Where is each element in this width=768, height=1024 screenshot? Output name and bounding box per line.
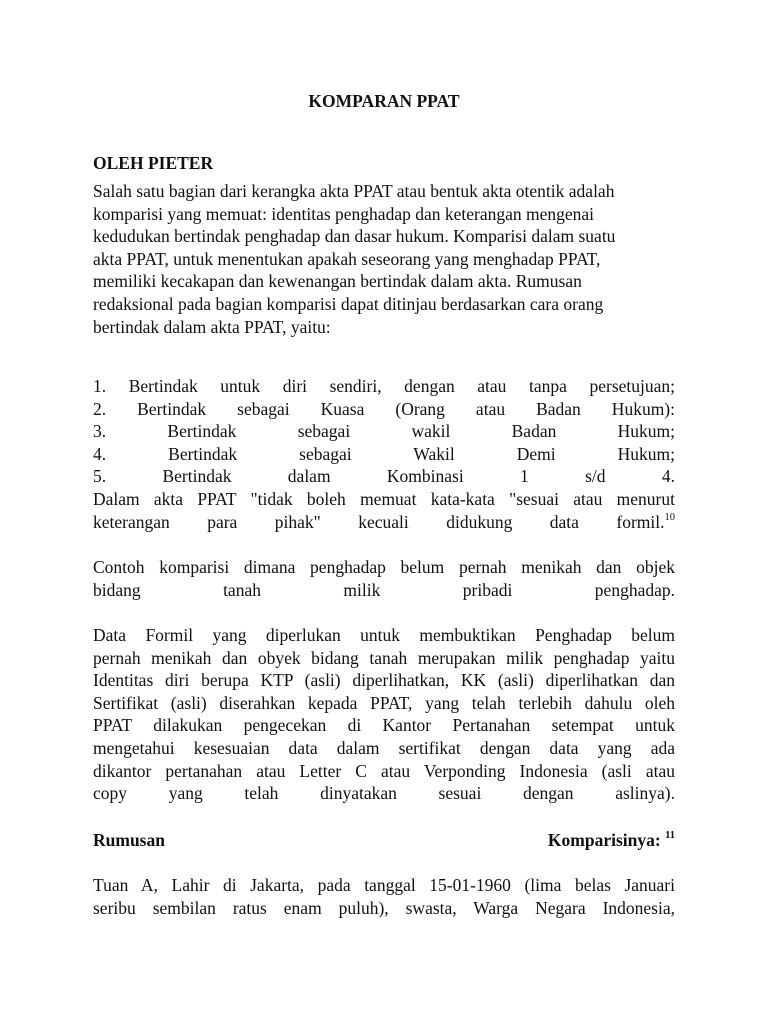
data-formil-line: mengetahui kesesuaian data dalam sertifikat dengan data yang ada (93, 737, 675, 758)
data-formil-line: copy yang telah dinyatakan sesuai dengan aslinya). (93, 783, 675, 804)
data-formil-line: Sertifikat (asli) diserahkan kepada PPAT, yang telah terlebih dahulu oleh (93, 692, 675, 713)
data-formil-line: PPAT dilakukan pengecekan di Kantor Pertanahan setempat untuk (93, 715, 675, 736)
data-formil-paragraph (93, 624, 675, 805)
intro-line: komparisi yang memuat: identitas penghadap dan keterangan mengenai (93, 203, 595, 224)
data-formil-line: pernah menikah dan obyek bidang tanah merupakan milik penghadap yaitu (93, 647, 675, 668)
rumusan-label: Rumusan (93, 830, 165, 850)
intro-line: akta PPAT, untuk menentukan apakah seseorang yang menghadap PPAT, (93, 248, 601, 269)
acting-list (93, 375, 675, 533)
tuan-line: Tuan A, Lahir di Jakarta, pada tanggal 15-01-1960 (lima belas Januari (93, 875, 675, 895)
note-text: keterangan para pihak" kecuali didukung data formil. (93, 511, 665, 532)
list-item: 5. Bertindak dalam Kombinasi 1 s/d 4. (93, 466, 675, 487)
tuan-line: seribu sembilan ratus enam puluh), swasta, Warga Negara Indonesia, (93, 897, 675, 918)
intro-line: redaksional pada bagian komparisi dapat ditinjau berdasarkan cara orang (93, 293, 604, 314)
intro-line: Salah satu bagian dari kerangka akta PPAT atau bentuk akta otentik adalah (93, 181, 615, 201)
list-item: 2. Bertindak sebagai Kuasa (Orang atau Badan Hukum): (93, 398, 675, 419)
document-title: KOMPARAN PPAT (308, 91, 460, 111)
rumusan-heading (93, 829, 675, 852)
list-item: 1. Bertindak untuk diri sendiri, dengan atau tanpa persetujuan; (93, 376, 675, 396)
komparisi-text: Komparisinya: (547, 830, 661, 850)
tuan-paragraph (93, 874, 675, 919)
data-formil-line: dikantor pertanahan atau Letter C atau Verponding Indonesia (asli atau (93, 760, 675, 781)
note-line: Dalam akta PPAT "tidak boleh memuat kata-kata "sesuai atau menurut (93, 488, 675, 509)
komparisi-label (548, 829, 675, 852)
list-item: 4. Bertindak sebagai Wakil Demi Hukum; (93, 443, 675, 464)
contoh-line: bidang tanah milik pribadi penghadap. (93, 579, 675, 600)
contoh-paragraph (93, 556, 675, 601)
data-formil-line: Identitas diri berupa KTP (asli) diperlihatkan, KK (asli) diperlihatkan dan (93, 670, 675, 691)
intro-paragraph (93, 180, 675, 338)
note-line-with-footnote (93, 511, 675, 534)
intro-line: bertindak dalam akta PPAT, yaitu: (93, 316, 331, 337)
footnote-marker: 11 (665, 830, 675, 842)
author-line: OLEH PIETER (93, 153, 214, 173)
footnote-marker: 10 (664, 511, 675, 523)
intro-line: kedudukan bertindak penghadap dan dasar hukum. Komparisi dalam suatu (93, 226, 616, 247)
data-formil-line: Data Formil yang diperlukan untuk membuktikan Penghadap belum (93, 625, 675, 645)
contoh-line: Contoh komparisi dimana penghadap belum pernah menikah dan objek (93, 557, 675, 577)
list-item: 3. Bertindak sebagai wakil Badan Hukum; (93, 421, 675, 442)
intro-line: memiliki kecakapan dan kewenangan bertindak dalam akta. Rumusan (93, 271, 582, 292)
